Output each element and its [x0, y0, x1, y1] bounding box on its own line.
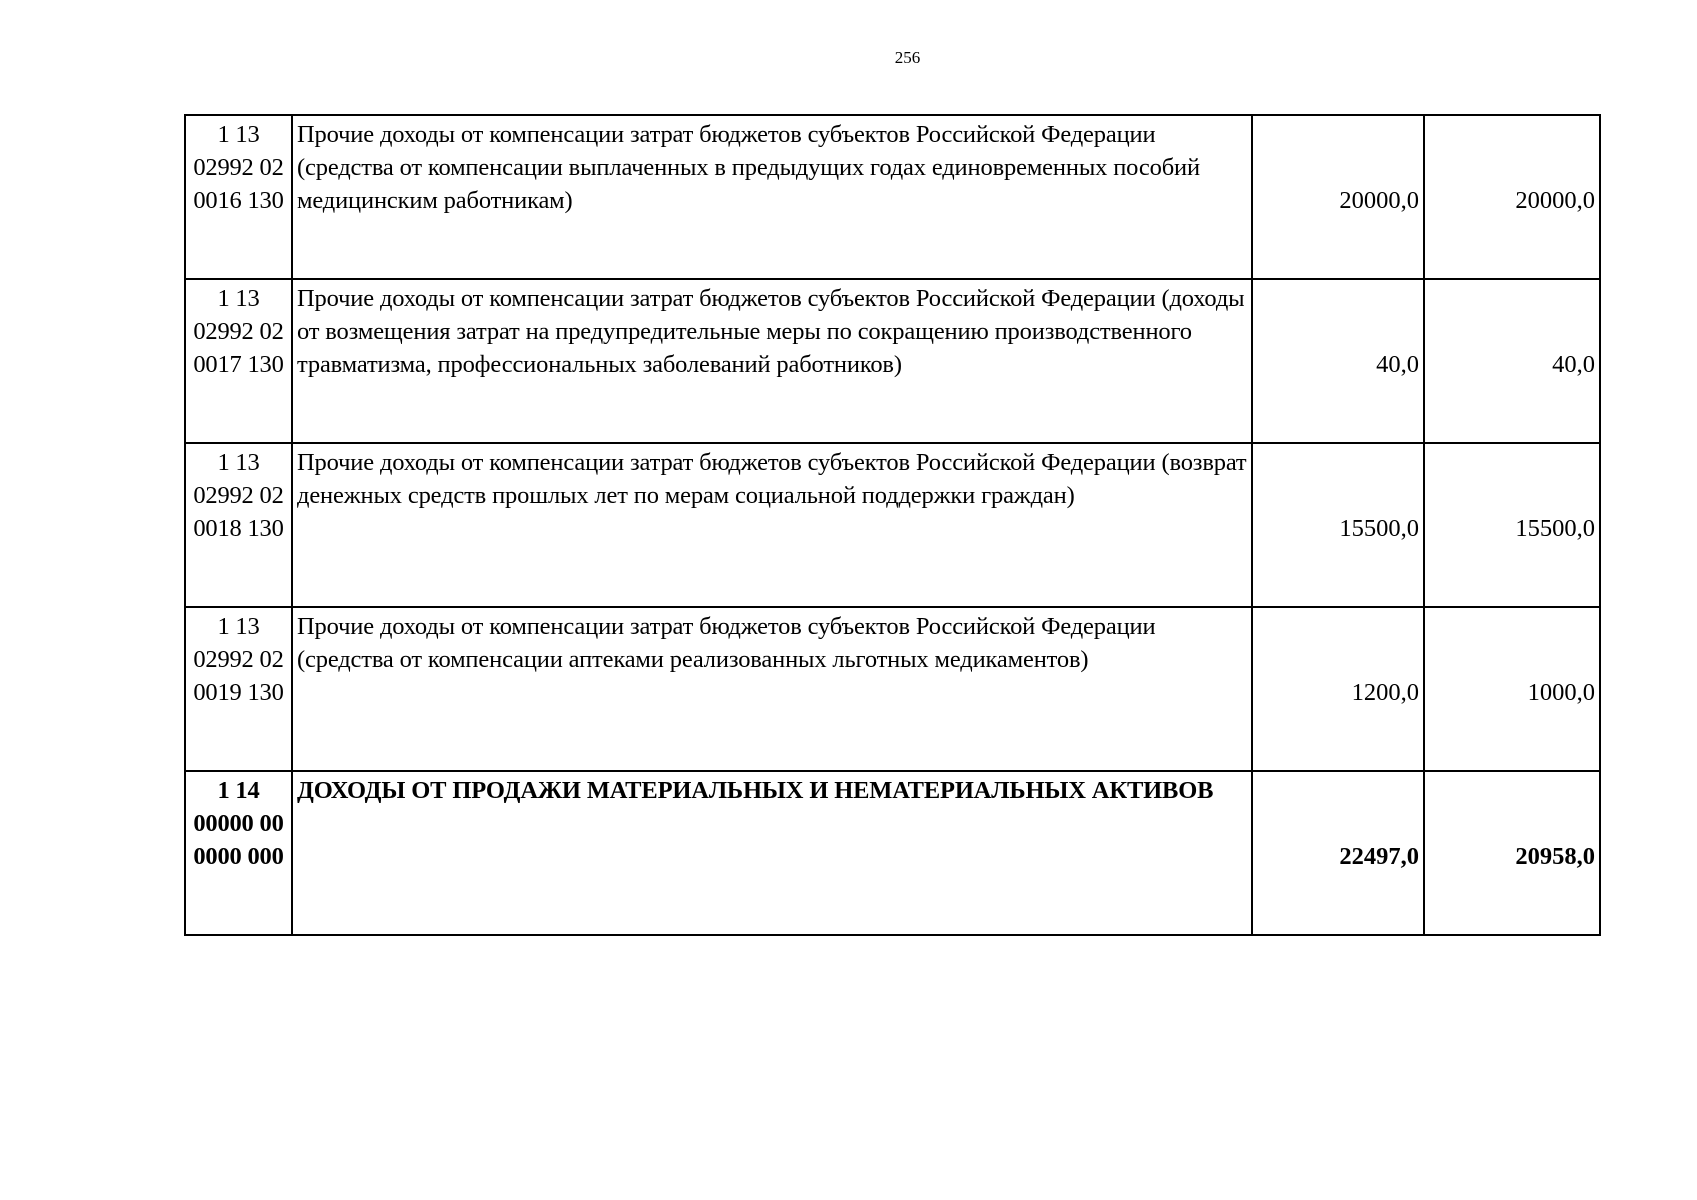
revenue-name: ДОХОДЫ ОТ ПРОДАЖИ МАТЕРИАЛЬНЫХ И НЕМАТЕРИАЛЬНЫХ АКТИВОВ [292, 771, 1252, 935]
revenue-name: Прочие доходы от компенсации затрат бюджетов субъектов Российской Федерации (возврат денежных средств прошлых лет по мерам социальной поддержки граждан) [292, 443, 1252, 607]
page-number: 256 [894, 48, 921, 67]
amount-year-2: 20958,0 [1424, 771, 1600, 935]
table-row [185, 115, 1600, 279]
amount-year-1: 15500,0 [1252, 443, 1424, 607]
table-row [185, 607, 1600, 771]
budget-classification-code: 1 14 00000 00 0000 000 [185, 771, 292, 935]
revenue-name: Прочие доходы от компенсации затрат бюджетов субъектов Российской Федерации (средства от компенсации выплаченных в предыдущих годах единовременных пособий медицинским работникам) [292, 115, 1252, 279]
amount-year-2: 1000,0 [1424, 607, 1600, 771]
budget-classification-code: 1 13 02992 02 0018 130 [185, 443, 292, 607]
revenue-table [184, 114, 1601, 936]
table-row [185, 279, 1600, 443]
revenue-name: Прочие доходы от компенсации затрат бюджетов субъектов Российской Федерации (средства от компенсации аптеками реализованных льготных медикаментов) [292, 607, 1252, 771]
table-row [185, 443, 1600, 607]
amount-year-2: 40,0 [1424, 279, 1600, 443]
budget-classification-code: 1 13 02992 02 0016 130 [185, 115, 292, 279]
budget-classification-code: 1 13 02992 02 0017 130 [185, 279, 292, 443]
table-row [185, 771, 1600, 935]
amount-year-1: 1200,0 [1252, 607, 1424, 771]
amount-year-1: 20000,0 [1252, 115, 1424, 279]
revenue-name: Прочие доходы от компенсации затрат бюджетов субъектов Российской Федерации (доходы от возмещения затрат на предупредительные меры по сокращению производственного травматизма, профессиональных заболеваний работников) [292, 279, 1252, 443]
amount-year-1: 40,0 [1252, 279, 1424, 443]
budget-classification-code: 1 13 02992 02 0019 130 [185, 607, 292, 771]
amount-year-2: 20000,0 [1424, 115, 1600, 279]
amount-year-2: 15500,0 [1424, 443, 1600, 607]
amount-year-1: 22497,0 [1252, 771, 1424, 935]
